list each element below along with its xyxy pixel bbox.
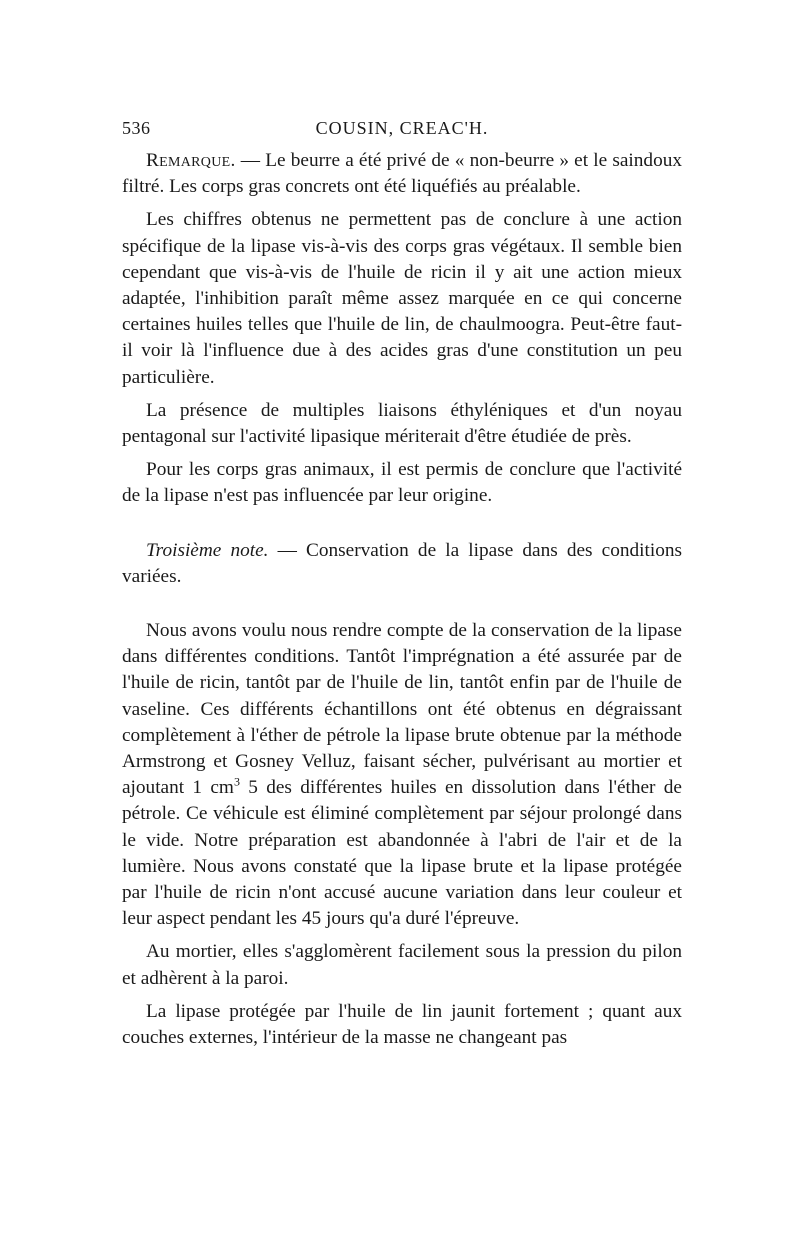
remarque-paragraph <box>122 148 682 200</box>
body-paragraph: Pour les corps gras animaux, il est permis de conclure que l'activité de la lipase n'est pas influencée par leur origine. <box>122 459 682 507</box>
body-paragraph: La présence de multiples liaisons éthyléniques et d'un noyau pentagonal sur l'activité lipasique mériterait d'être étudiée de près. <box>122 399 682 448</box>
remarque-text: — Le beurre a été privé de « non-beurre » et le saindoux filtré. Les corps gras concrets ont été liquéfiés au préalable. <box>122 150 682 198</box>
body-paragraph: Au mortier, elles s'agglomèrent facilement sous la pression du pilon et adhèrent à la paroi. <box>122 941 682 989</box>
remarque-label: Remarque. <box>146 150 236 171</box>
section-title: — Conservation de la lipase dans des conditions variées. <box>122 539 682 587</box>
unit-exponent: 3 <box>233 774 240 789</box>
page-number: 536 <box>122 118 151 138</box>
body-paragraph: La lipase protégée par l'huile de lin jaunit fortement ; quant aux couches externes, l'intérieur de la masse ne changeant pas <box>122 1000 682 1049</box>
conservation-text: Nous avons voulu nous rendre compte de la conservation de la lipase dans différentes conditions. Tantôt l'imprégnation a été assurée par de l'huile de ricin, tantôt par de l'huile de lin, tantôt enfin par de l'huile de vaseline. Ces différents échantillons ont été obtenus en dégraissant complètement à l'éther de pétrole la lipase brute obtenue par la méthode Armstrong et Gosney Velluz, faisant sécher, pulvérisant au mortier et ajoutant 1 cm <box>122 620 682 799</box>
running-head <box>122 118 682 148</box>
running-title: COUSIN, CREAC'H. <box>315 118 489 138</box>
conservation-text-continued: 5 des différentes huiles en dissolution dans l'éther de pétrole. Ce véhicule est éliminé complètement par séjour prolongé dans le vide. Notre préparation est abandonnée à l'abri de l'air et de la lumière. Nous avons constaté que la lipase brute et la lipase protégée par l'huile de ricin n'ont accusé aucune variation dans leur couleur et leur aspect pendant les 45 jours qu'a duré l'épreuve. <box>122 777 682 930</box>
body-paragraph: Les chiffres obtenus ne permettent pas de conclure à une action spécifique de la lipase vis-à-vis des corps gras végétaux. Il semble bien cependant que vis-à-vis de l'huile de ricin il y ait une action mieux adaptée, l'inhibition paraît même assez marquée en ce qui concerne certaines huiles telles que l'huile de lin, de chaulmoogra. Peut-être faut-il voir là l'influence due à des acides gras d'une constitution un peu particulière. <box>122 209 682 388</box>
body-paragraph <box>122 618 682 932</box>
section-label: Troisième note. <box>146 539 269 561</box>
book-page <box>122 118 682 1051</box>
section-heading <box>122 538 682 590</box>
